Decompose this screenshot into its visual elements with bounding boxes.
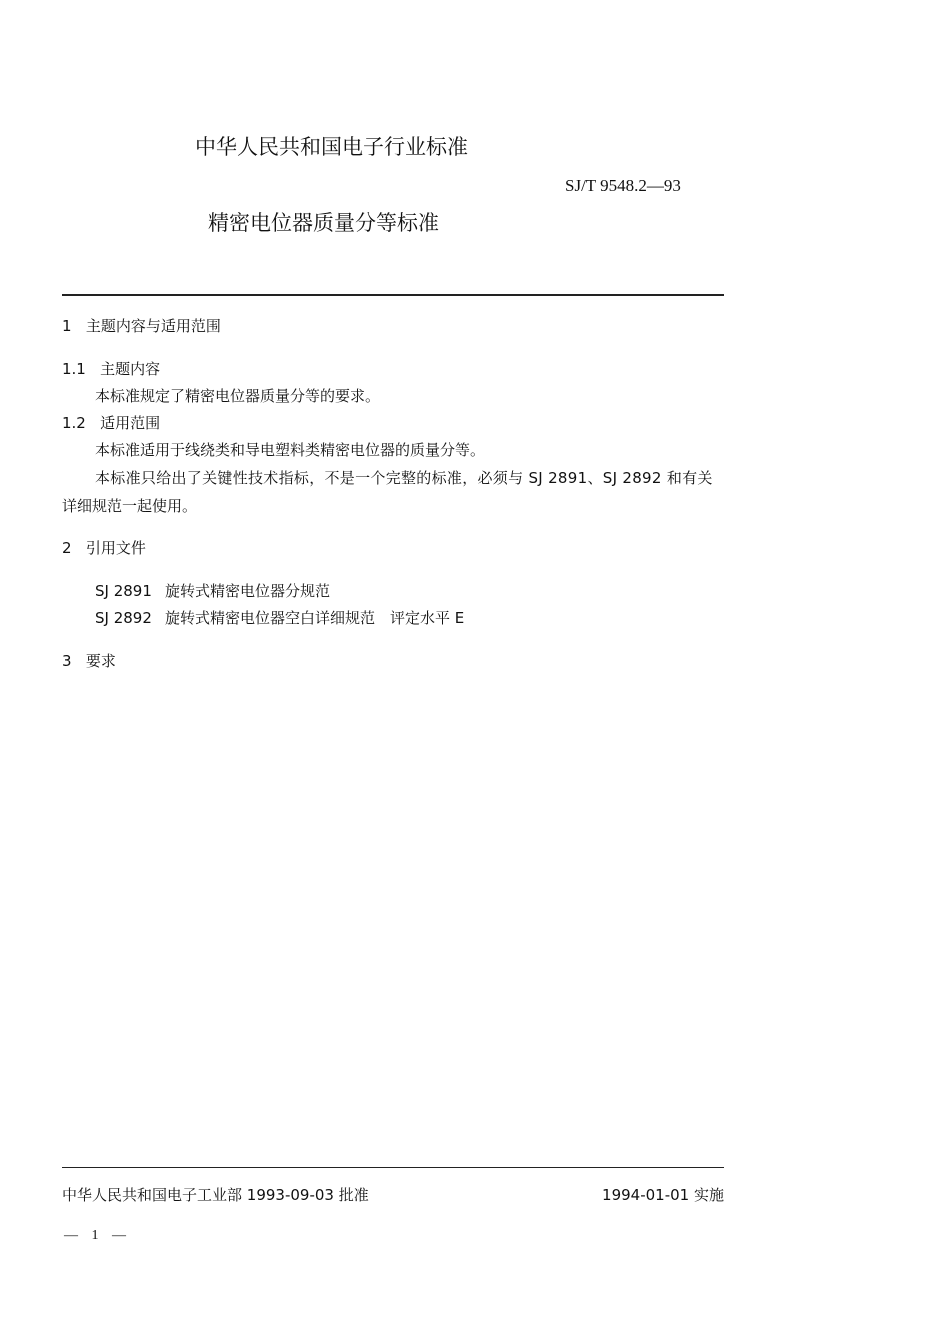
header-divider — [62, 294, 724, 296]
section-3-heading — [62, 654, 116, 669]
section-1-2-body-2: 本标准只给出了关键性技术指标，不是一个完整的标准，必须与 SJ 2891、SJ 2892 和有关 — [95, 469, 713, 487]
section-number: 1.1 — [62, 360, 86, 378]
section-number: 1.2 — [62, 414, 86, 432]
section-1-2-heading — [62, 416, 160, 431]
section-number: 3 — [62, 652, 72, 670]
section-2-heading — [62, 541, 146, 556]
reference-title: 旋转式精密电位器空白详细规范 评定水平 E — [165, 609, 465, 627]
reference-title: 旋转式精密电位器分规范 — [165, 582, 331, 600]
section-title: 要求 — [85, 652, 116, 670]
section-1-1-heading — [62, 362, 160, 377]
reference-item — [95, 584, 330, 599]
section-title: 适用范围 — [100, 414, 161, 432]
reference-item — [95, 611, 464, 626]
reference-code: SJ 2892 — [95, 609, 152, 627]
section-number: 2 — [62, 539, 72, 557]
page-number: — 1 — — [64, 1228, 126, 1243]
section-1-1-body: 本标准规定了精密电位器质量分等的要求。 — [95, 387, 381, 405]
section-title: 引用文件 — [85, 539, 146, 557]
section-title: 主题内容与适用范围 — [85, 317, 221, 335]
section-1-2-body-2-cont: 详细规范一起使用。 — [62, 497, 198, 515]
standard-code: SJ/T 9548.2—93 — [565, 176, 681, 195]
approval-statement: 中华人民共和国电子工业部 1993-09-03 批准 — [62, 1186, 369, 1204]
footer-divider — [62, 1167, 724, 1168]
reference-code: SJ 2891 — [95, 582, 152, 600]
section-1-2-body-1: 本标准适用于线绕类和导电塑料类精密电位器的质量分等。 — [95, 441, 486, 459]
document-title: 精密电位器质量分等标准 — [208, 211, 439, 235]
industry-standard-heading: 中华人民共和国电子行业标准 — [195, 135, 468, 159]
section-1-heading — [62, 319, 221, 334]
effective-date: 1994-01-01 实施 — [602, 1186, 724, 1204]
section-number: 1 — [62, 317, 72, 335]
section-title: 主题内容 — [100, 360, 161, 378]
